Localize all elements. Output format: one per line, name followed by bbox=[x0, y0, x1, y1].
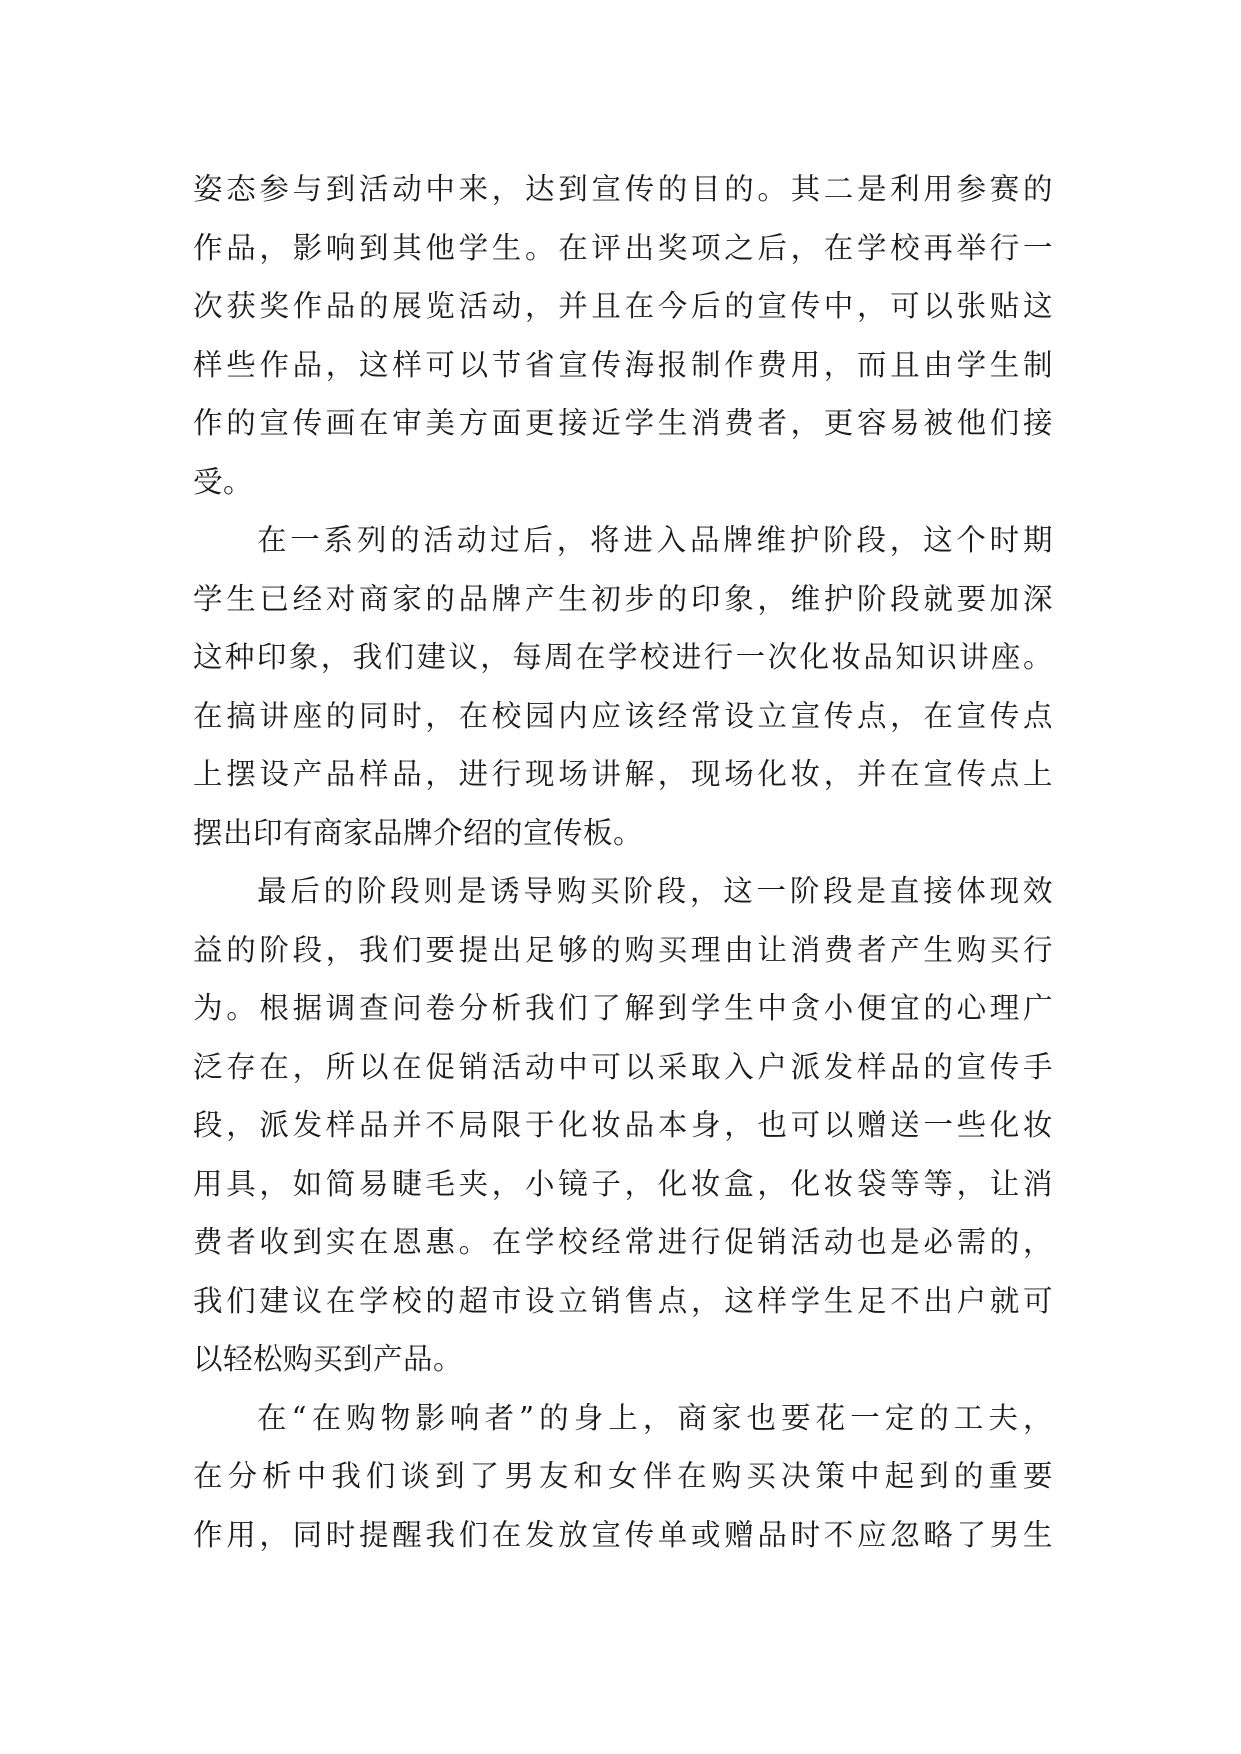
text-line: 泛存在，所以在促销活动中可以采取入户派发样品的宣传手 bbox=[193, 1049, 1053, 1084]
paragraph bbox=[193, 1389, 1053, 1565]
text-line: 段，派发样品并不局限于化妆品本身，也可以赠送一些化妆 bbox=[193, 1108, 1053, 1142]
paragraph bbox=[193, 160, 1053, 511]
text-line: 在分析中我们谈到了男友和女伴在购买决策中起到的重要 bbox=[193, 1459, 1053, 1493]
text-line: 作用，同时提醒我们在发放宣传单或赠品时不应忽略了男生 bbox=[193, 1517, 1053, 1552]
text-line: 摆出印有商家品牌介绍的宣传板。 bbox=[193, 815, 644, 850]
text-line: 姿态参与到活动中来，达到宣传的目的。其二是利用参赛的 bbox=[193, 172, 1053, 206]
text-line: 费者收到实在恩惠。在学校经常进行促销活动也是必需的， bbox=[193, 1225, 1053, 1259]
text-line: 为。根据调查问卷分析我们了解到学生中贪小便宜的心理广 bbox=[193, 991, 1053, 1025]
text-line: 作的宣传画在审美方面更接近学生消费者，更容易被他们接 bbox=[193, 406, 1053, 440]
text-line: 学生已经对商家的品牌产生初步的印象，维护阶段就要加深 bbox=[193, 581, 1053, 616]
text-line: 用具，如简易睫毛夹，小镜子，化妆盒，化妆袋等等，让消 bbox=[193, 1166, 1053, 1201]
text-line: 次获奖作品的展览活动，并且在今后的宣传中，可以张贴这 bbox=[193, 289, 1053, 323]
text-line: 在搞讲座的同时，在校园内应该经常设立宣传点，在宣传点 bbox=[193, 698, 1053, 733]
text-line: 我们建议在学校的超市设立销售点，这样学生足不出户就可 bbox=[193, 1283, 1053, 1318]
text-line: 受。 bbox=[193, 464, 254, 499]
text-line: 作品，影响到其他学生。在评出奖项之后，在学校再举行一 bbox=[193, 230, 1053, 265]
text-line: 以轻松购买到产品。 bbox=[193, 1342, 464, 1376]
text-line: 在一系列的活动过后，将进入品牌维护阶段，这个时期 bbox=[257, 523, 1053, 557]
text-line: 在“在购物影响者”的身上，商家也要花一定的工夫， bbox=[257, 1400, 1053, 1435]
body-text bbox=[193, 160, 1053, 1564]
paragraph bbox=[193, 862, 1053, 1389]
text-line: 上摆设产品样品，进行现场讲解，现场化妆，并在宣传点上 bbox=[193, 757, 1053, 791]
text-line: 样些作品，这样可以节省宣传海报制作费用，而且由学生制 bbox=[193, 347, 1053, 382]
text-line: 最后的阶段则是诱导购买阶段，这一阶段是直接体现效 bbox=[257, 874, 1053, 908]
text-line: 这种印象，我们建议，每周在学校进行一次化妆品知识讲座。 bbox=[193, 640, 1053, 674]
paragraph bbox=[193, 511, 1053, 862]
text-line: 益的阶段，我们要提出足够的购买理由让消费者产生购买行 bbox=[193, 932, 1053, 967]
